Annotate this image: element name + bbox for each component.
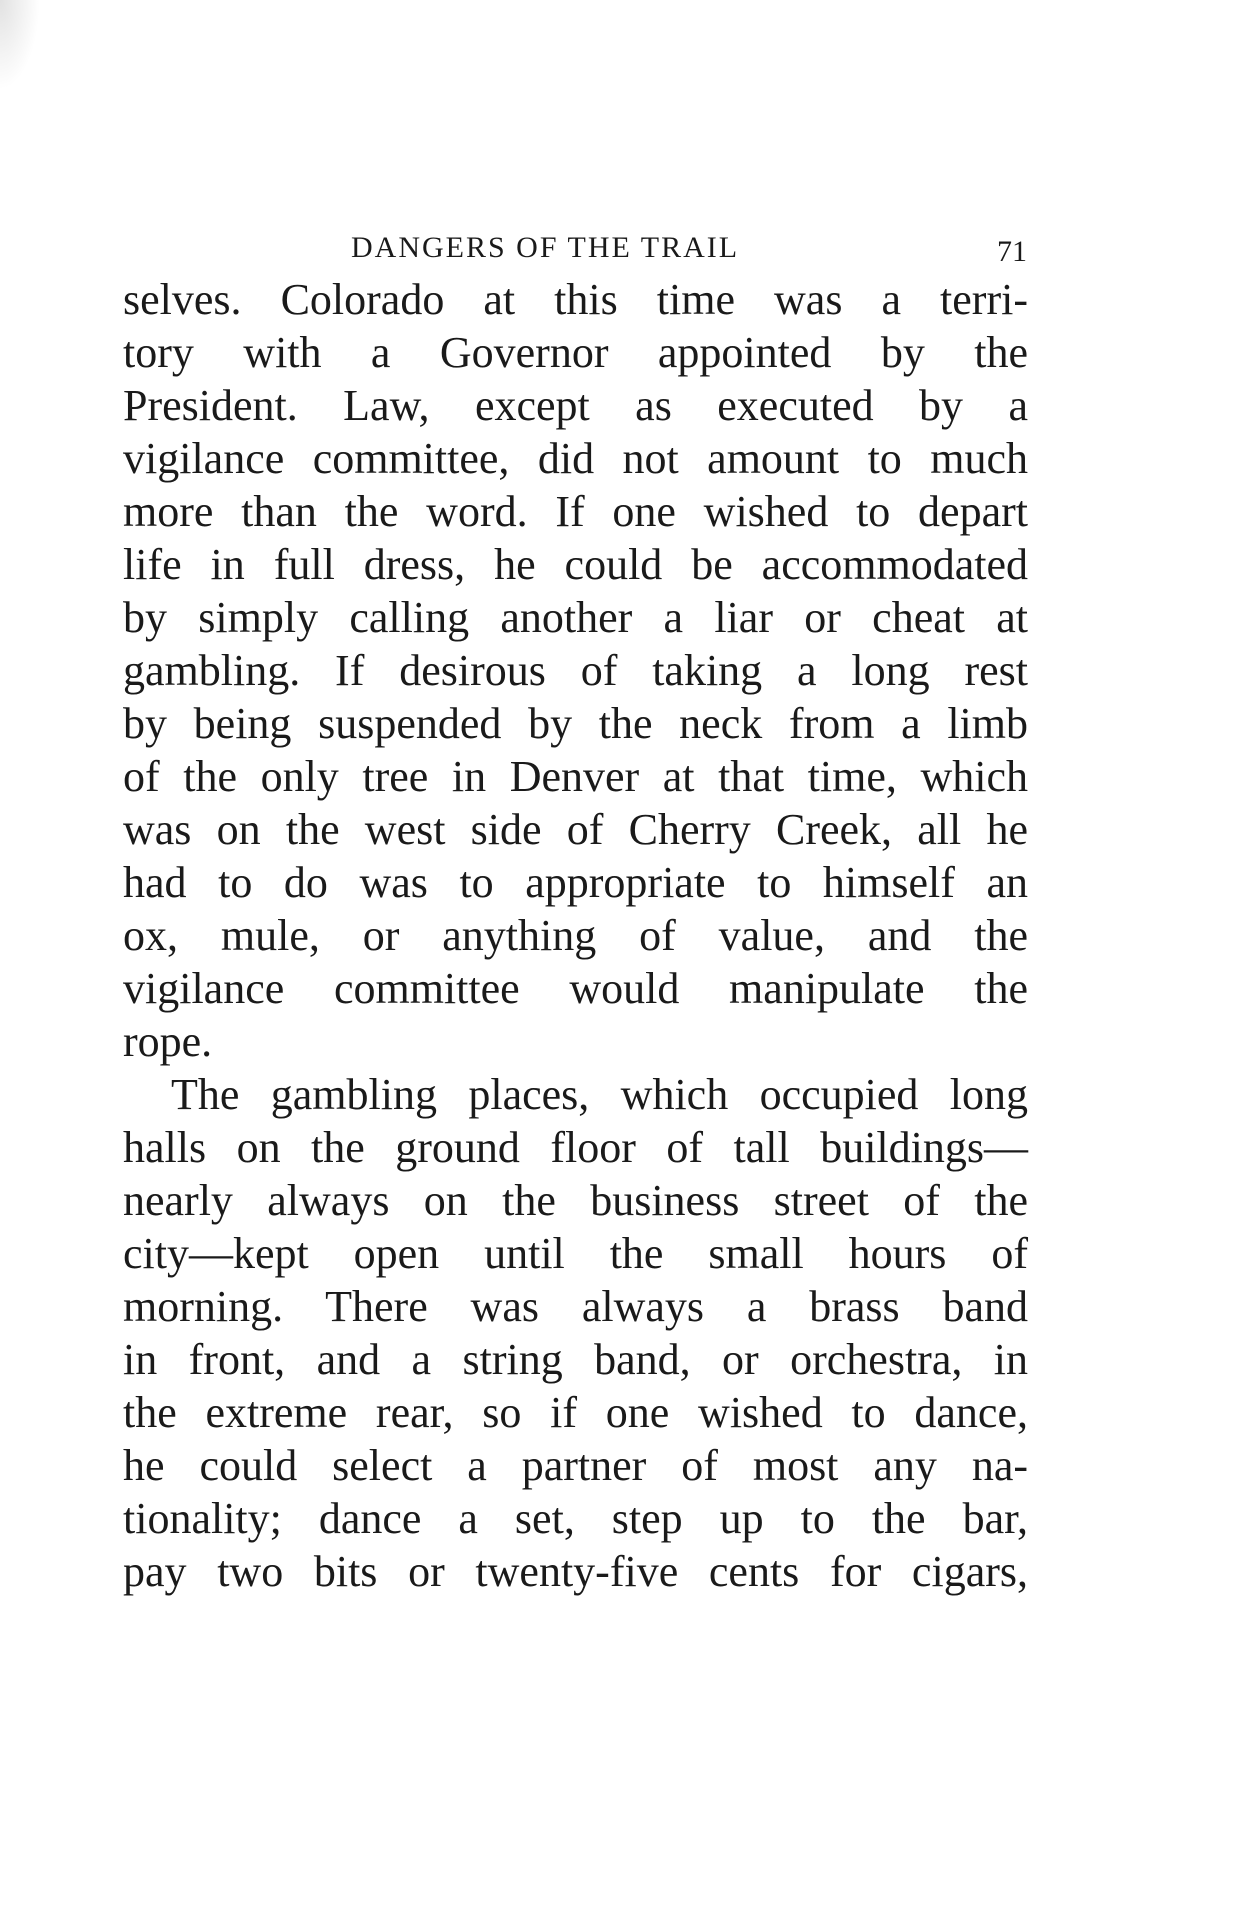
body-text [123,273,1028,1598]
page-number: 71 [997,235,1027,268]
text-line: ox, mule, or anything of value, and the [123,911,1028,960]
text-line: in front, and a string band, or orchestra, in [123,1335,1028,1384]
text-line: tory with a Governor appointed by the [123,328,1028,377]
text-line: selves. Colorado at this time was a terri- [123,275,1028,324]
text-line: had to do was to appropriate to himself an [123,858,1028,907]
text-line: life in full dress, he could be accommodated [123,540,1028,589]
paragraph-1 [123,273,1028,1068]
scan-artifact [0,0,40,90]
text-line: more than the word. If one wished to depart [123,487,1028,536]
text-line: The gambling places, which occupied long [171,1070,1028,1119]
text-line: city—kept open until the small hours of [123,1229,1028,1278]
text-line: tionality; dance a set, step up to the bar, [123,1494,1028,1543]
text-line: the extreme rear, so if one wished to dance, [123,1388,1028,1437]
text-line: was on the west side of Cherry Creek, all he [123,805,1028,854]
text-line: nearly always on the business street of the [123,1176,1028,1225]
text-line: morning. There was always a brass band [123,1282,1028,1331]
text-line: vigilance committee, did not amount to much [123,434,1028,483]
text-line: gambling. If desirous of taking a long rest [123,646,1028,695]
text-line: pay two bits or twenty-five cents for cigars, [123,1547,1028,1596]
text-line: vigilance committee would manipulate the [123,964,1028,1013]
text-line: of the only tree in Denver at that time, which [123,752,1028,801]
running-head-title: DANGERS OF THE TRAIL [351,231,740,264]
paragraph-2 [123,1068,1028,1598]
text-line: rope. [123,1017,213,1066]
text-line: President. Law, except as executed by a [123,381,1028,430]
text-line: halls on the ground floor of tall buildings— [123,1123,1028,1172]
running-head [125,228,1025,268]
text-line: he could select a partner of most any na- [123,1441,1028,1490]
text-line: by being suspended by the neck from a limb [123,699,1028,748]
text-line: by simply calling another a liar or cheat at [123,593,1028,642]
